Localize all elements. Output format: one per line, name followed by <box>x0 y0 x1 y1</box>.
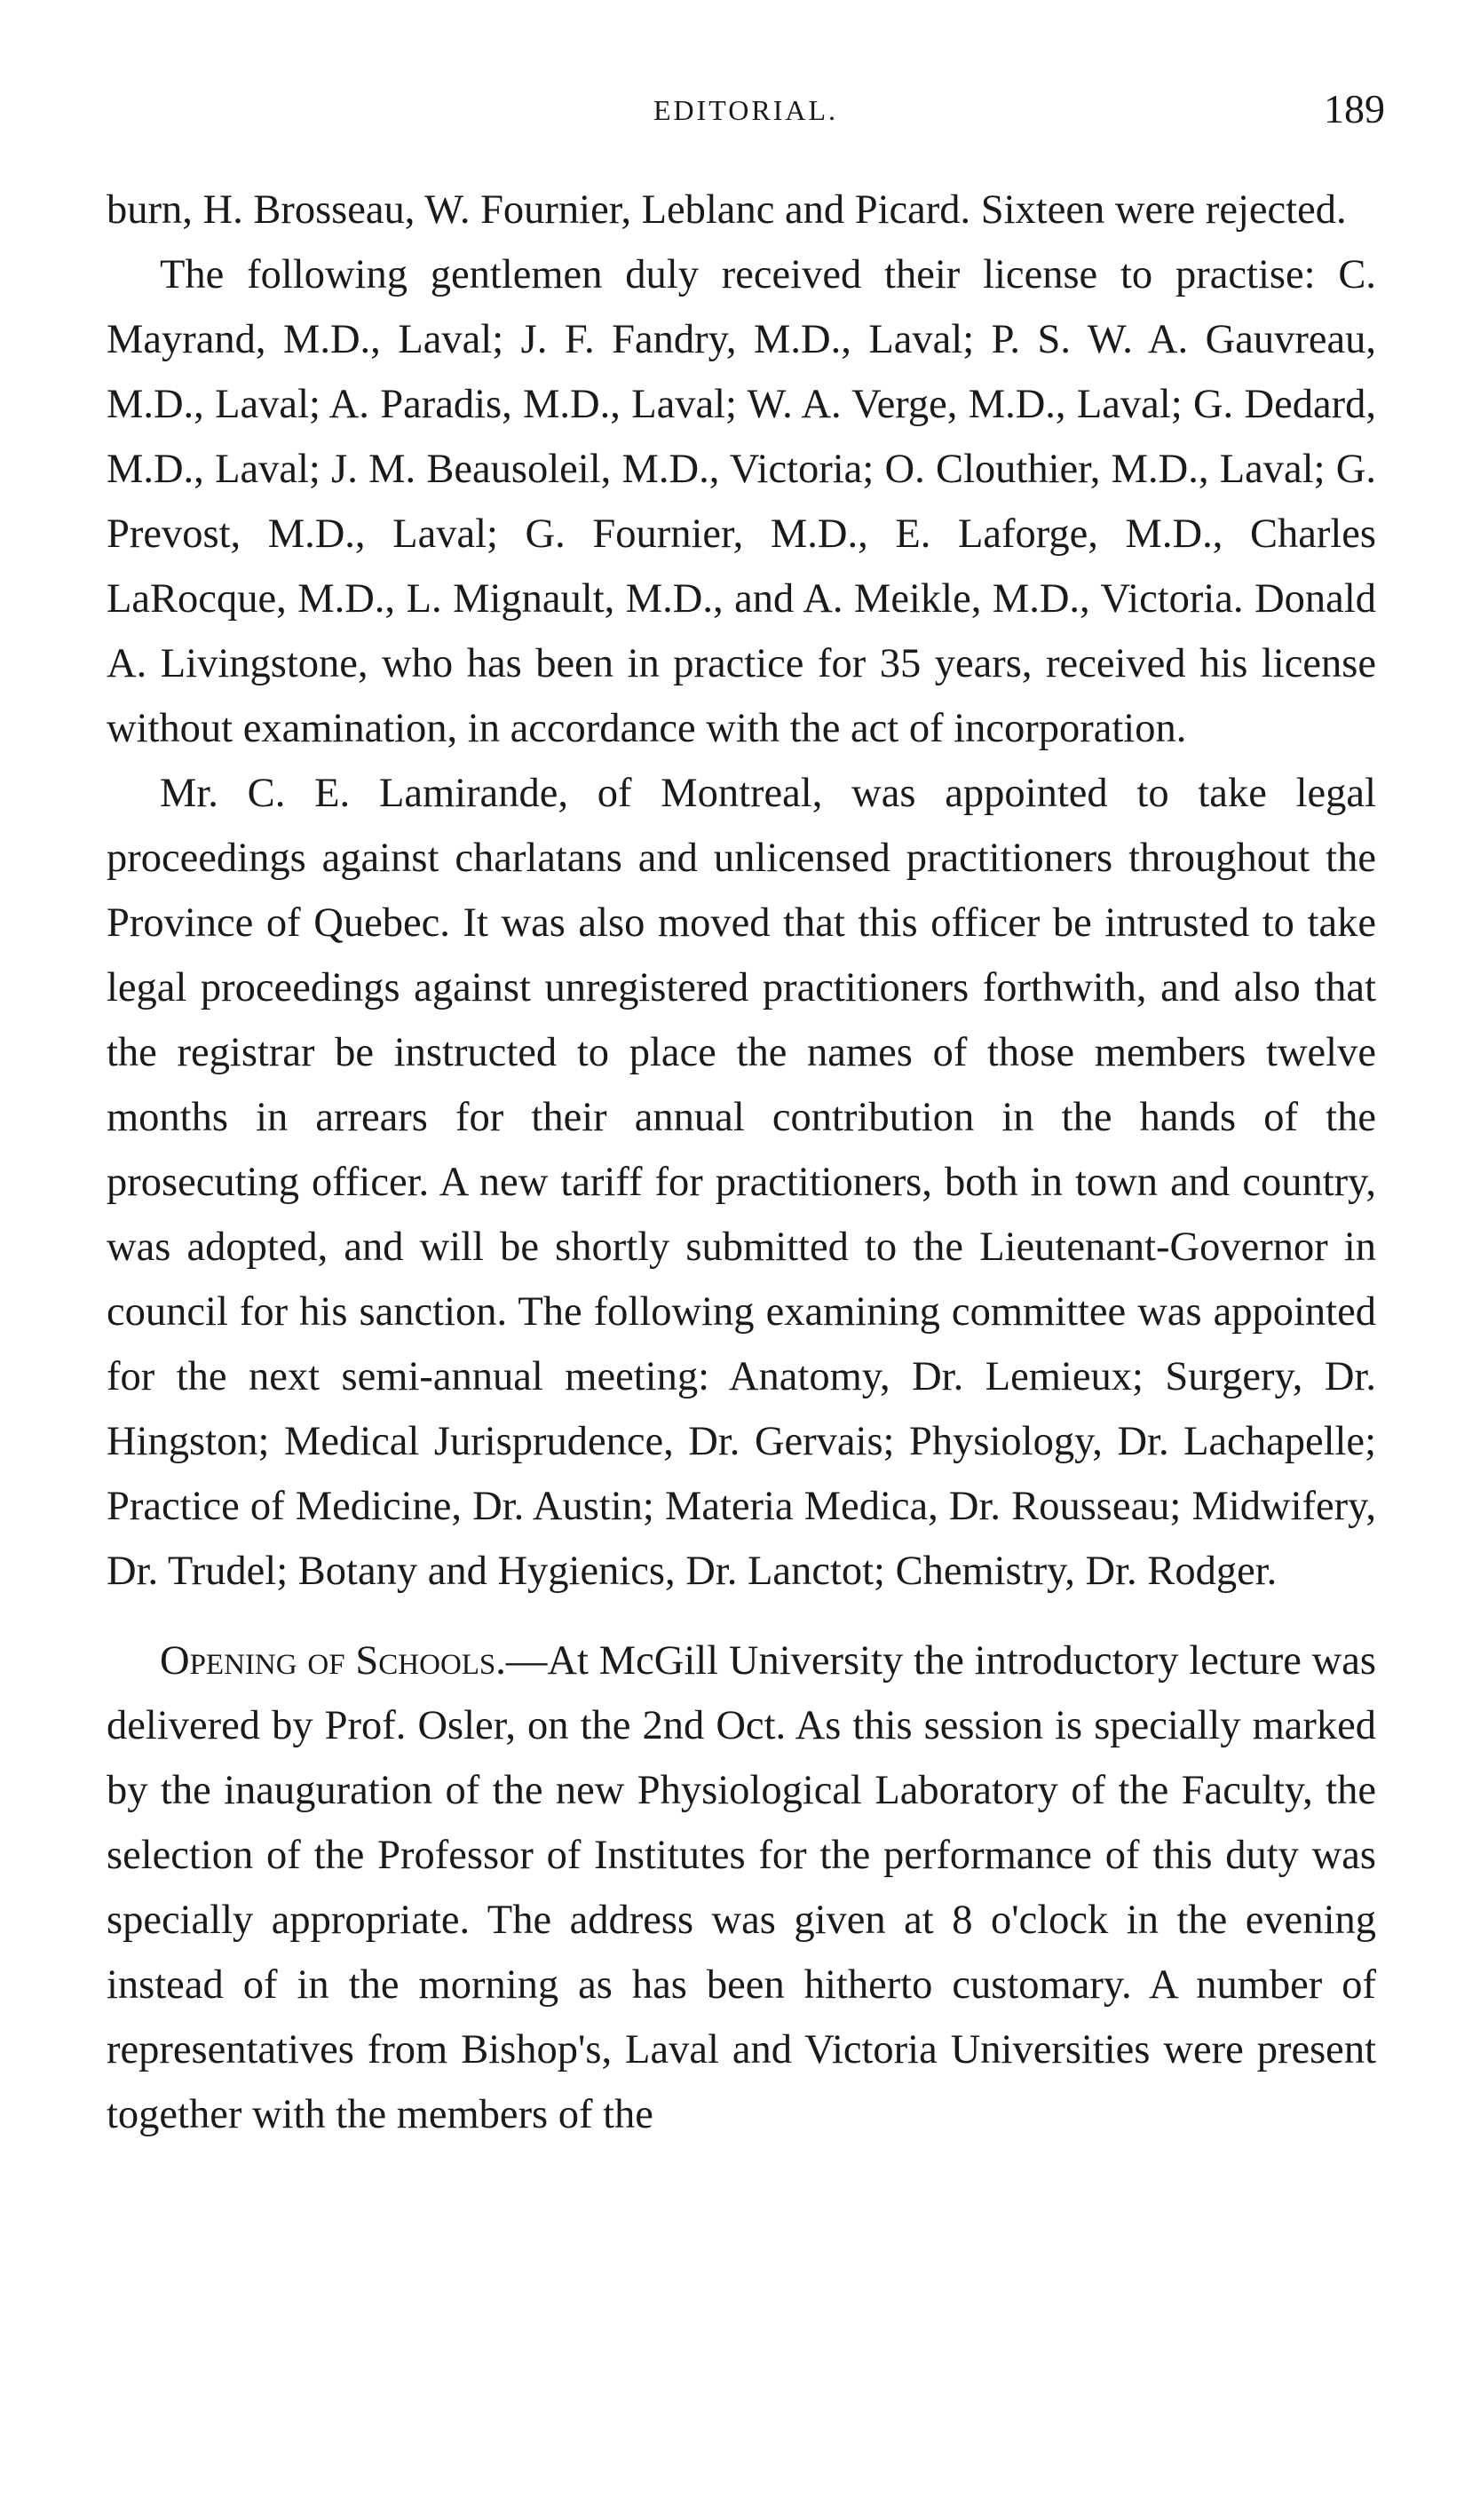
section-text: —At McGill University the introductory lecture was delivered by Prof. Osler, on the 2nd Oct. As this session is specially marked by the inauguration of the new Physiological Laboratory of the Faculty, the selection of the Professor of Institutes for the performance of this duty was specially appropriate. The address was given at 8 o'clock in the evening instead of in the morning as has been hitherto customary. A number of representatives from Bishop's, Laval and Victoria Universities were present together with the members of the <box>107 1638 1376 2137</box>
paragraph-opening-of-schools <box>107 1628 1376 2147</box>
body-text <box>107 178 1376 2147</box>
paragraph-continuation: burn, H. Brosseau, W. Fournier, Leblanc and Picard. Sixteen were rejected. <box>107 187 1347 233</box>
running-head: EDITORIAL. <box>653 94 839 126</box>
page-header <box>107 85 1385 139</box>
page-number: 189 <box>1324 86 1385 131</box>
section-heading: Opening of Schools. <box>160 1638 506 1684</box>
paragraph-proceedings: Mr. C. E. Lamirande, of Montreal, was appointed to take legal proceedings against charlatans and unlicensed practitioners throughout the Province of Quebec. It was also moved that this officer be intrusted to take legal proceedings against unregistered practitioners forthwith, and also that the registrar be instructed to place the names of those members twelve months in arrears for their annual contribution in the hands of the prosecuting officer. A new tariff for practitioners, both in town and country, was adopted, and will be shortly submitted to the Lieutenant-Governor in council for his sanction. The following examining committee was appointed for the next semi-annual meeting: Anatomy, Dr. Lemieux; Surgery, Dr. Hingston; Medical Jurisprudence, Dr. Gervais; Physiology, Dr. Lachapelle; Practice of Medicine, Dr. Austin; Materia Medica, Dr. Rousseau; Midwifery, Dr. Trudel; Botany and Hygienics, Dr. Lanctot; Chemistry, Dr. Rodger. <box>107 771 1376 1594</box>
paragraph-licenses: The following gentlemen duly received their license to practise: C. Mayrand, M.D., Laval; J. F. Fandry, M.D., Laval; P. S. W. A. Gauvreau, M.D., Laval; A. Paradis, M.D., Laval; W. A. Verge, M.D., Laval; G. Dedard, M.D., Laval; J. M. Beausoleil, M.D., Victoria; O. Clouthier, M.D., Laval; G. Prevost, M.D., Laval; G. Fournier, M.D., E. Laforge, M.D., Charles LaRocque, M.D., L. Mignault, M.D., and A. Meikle, M.D., Victoria. Donald A. Livingstone, who has been in practice for 35 years, received his license without examination, in accordance with the act of incorporation. <box>107 252 1376 751</box>
